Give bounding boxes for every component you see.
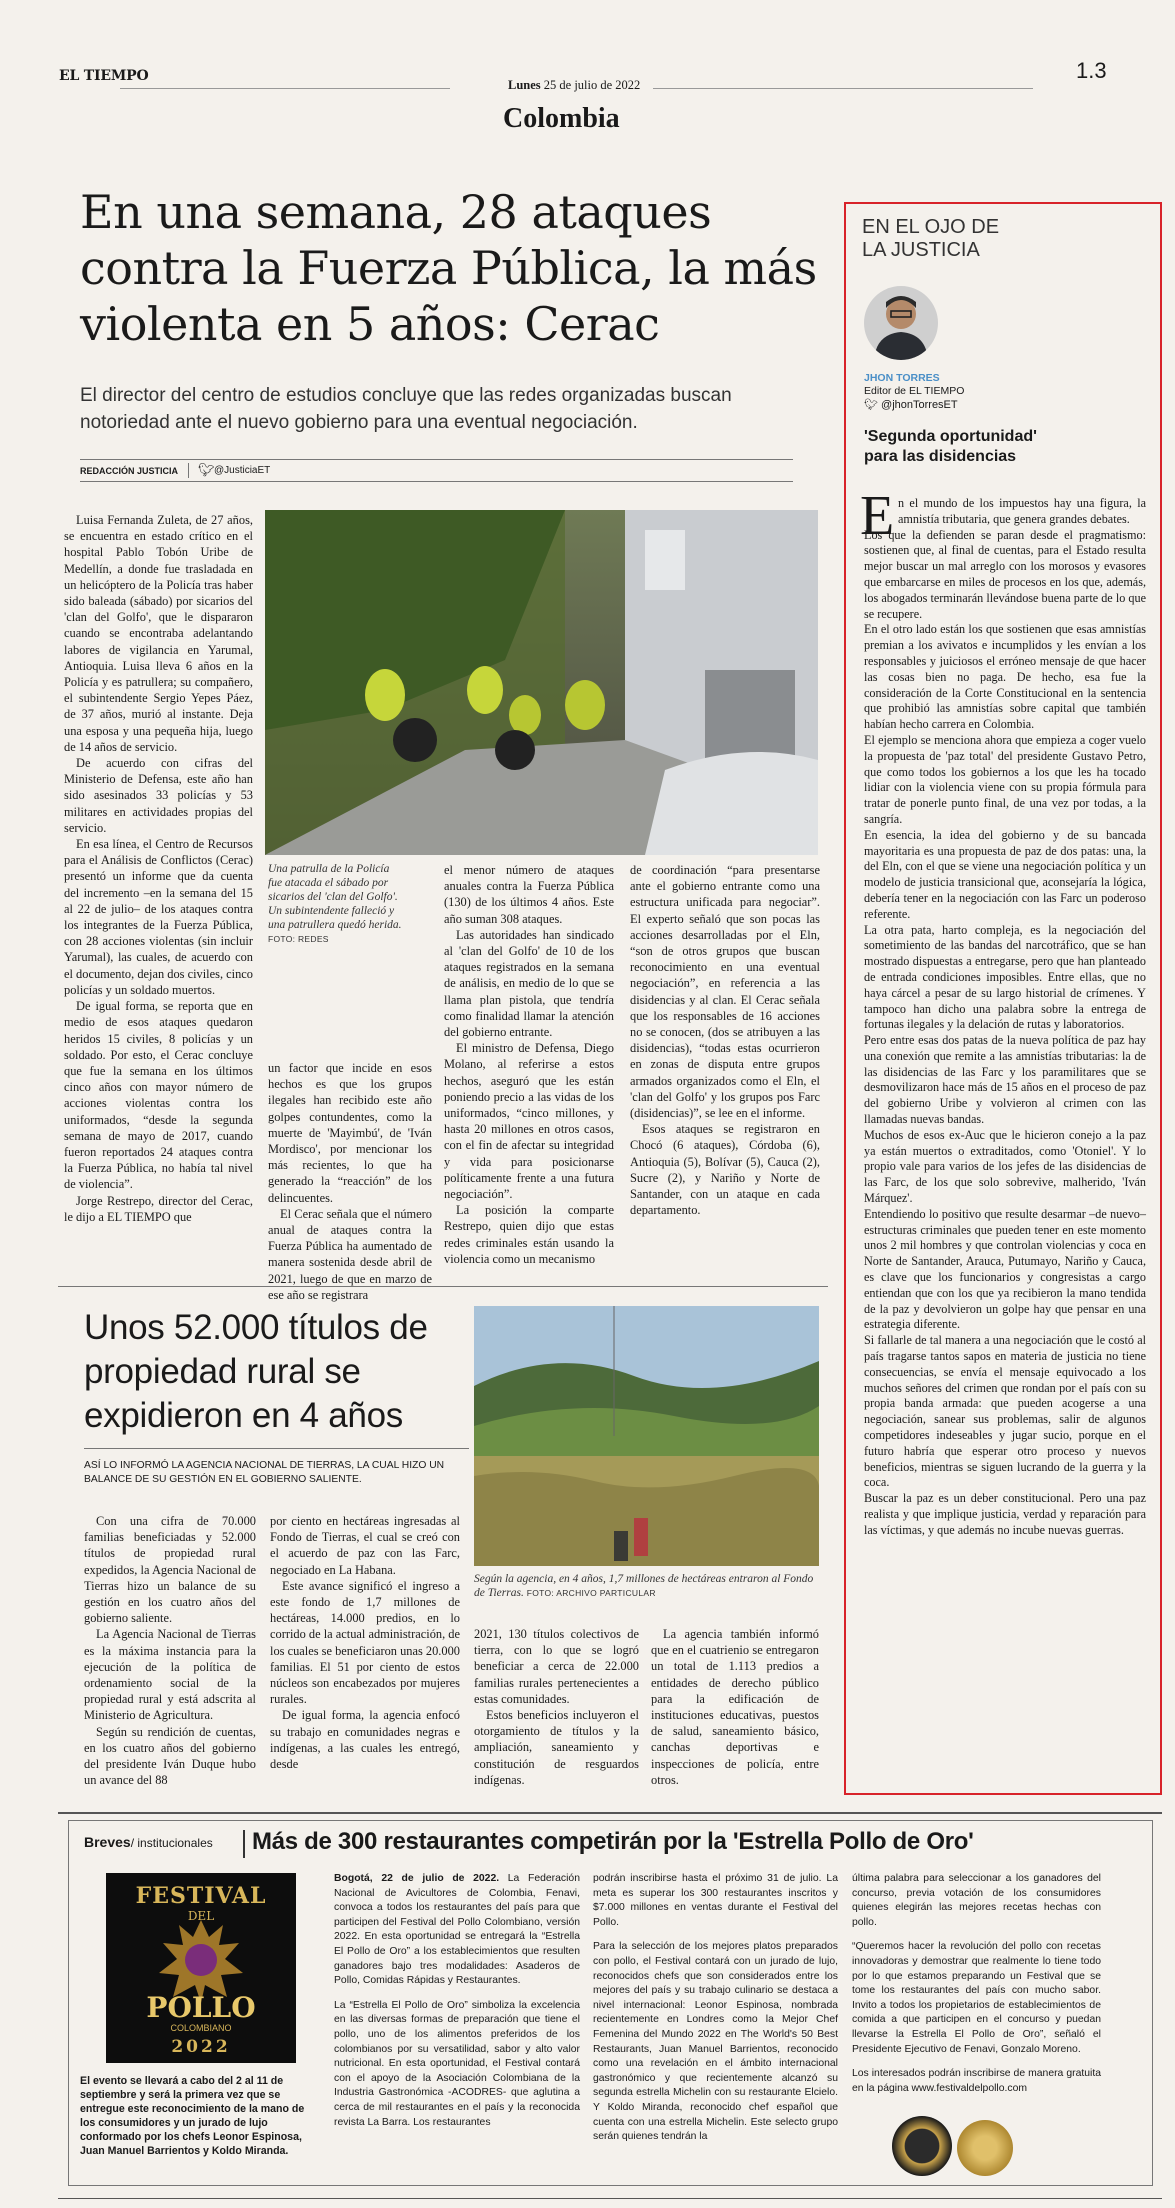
paragraph: 2021, 130 títulos colectivos de tierra, con lo que se logró beneficiar a cerca de 22.000 familias rurales pertenecientes a estas comunidades. [474, 1627, 639, 1706]
paragraph: De igual forma, se reporta que en medio de esos ataques quedaron heridos 15 civiles, 8 policías y un soldado. Por esto, el Cerac concluye que fue la semana en los últimos cinco años con mayor número de acciones violentas contra los uniformados, “desde la segunda semana de mayo de 2017, cuando fueron reportados 24 ataques contra la Fuerza Pública, no había tal nivel de violencia”. [64, 999, 253, 1192]
masthead-date: Lunes 25 de julio de 2022 [508, 78, 641, 92]
paragraph: El ministro de Defensa, Diego Molano, al referirse a estos hechos, aseguró que les están poniendo precio a las vidas de los uniformados, “cinco millones, y hasta 20 millones en otros casos, con el fin de afectar su integridad y vida para posicionarse políticamente frente a una futura negociación”. [444, 1041, 614, 1202]
article2-headline: Unos 52.000 títulos de propiedad rural se expidieron en 4 años [84, 1308, 428, 1435]
article1-col3 [444, 862, 614, 1267]
avatar [864, 286, 938, 360]
breves-dateline: Bogotá, 22 de julio de 2022. [334, 1873, 508, 1884]
sidebar-author: JHON TORRES [864, 372, 940, 384]
section-title: Colombia [503, 103, 620, 134]
festival-logo [106, 1873, 296, 2063]
paragraph: Estos beneficios incluyeron el otorgamiento de títulos y la ampliación, saneamiento y constitución de resguardos indígenas. [474, 1708, 639, 1787]
paragraph: Los interesados podrán inscribirse de manera gratuita en la página www.festivaldelpollo.com [852, 2068, 1101, 2094]
sidebar-title: 'Segunda oportunidad' para las disidencias [864, 428, 1037, 465]
paragraph: Con una cifra de 70.000 familias beneficiadas y 52.000 títulos de propiedad rural expedidos, la Agencia Nacional de Tierras hizo un balance de su gestión en los cuatro años del gobierno saliente. [84, 1514, 256, 1626]
twitter-icon: 🐦︎ [864, 399, 878, 411]
paragraph: Luisa Fernanda Zuleta, de 27 años, se encuentra en estado crítico en el hospital Pablo Tobón Uribe de Medellín, a donde fue trasladada en un helicóptero de la Policía tras haber sido baleada (sábado) por sicarios del 'clan del Golfo', que le dispararon cuando se encontraba adelantando labores de vigilancia en Yarumal, Antioquia. Luisa lleva 6 años en la Policía y es patrullera; su compañero, el subintendente Sergio Yepes Páez, de 37 años, murió al instante. Deja una esposa y una pequeña hija, luego de 14 años de servicio. [64, 513, 253, 754]
paragraph: por ciento en hectáreas ingresadas al Fondo de Tierras, el cual se creó con el acuerdo de paz con las Farc, negociado en La Habana. [270, 1514, 460, 1577]
paragraph: En esa línea, el Centro de Recursos para el Análisis de Conflictos (Cerac) presentó un informe que da cuenta del incremento –en la semana del 15 al 22 de julio– de los ataques contra los integrantes de la Fuerza Pública, con 28 acciones violentas (sin incluir Yarumal), las cuales, de acuerdo con el documento, dejan dos civiles, cinco policías y un soldado muertos. [64, 837, 253, 997]
masthead-logo: EL TIEMPO [59, 68, 149, 84]
article2-photo [474, 1306, 819, 1566]
paragraph: Jorge Restrepo, director del Cerac, le dijo a EL TIEMPO que [64, 1193, 253, 1224]
article2-col2 [270, 1513, 460, 1772]
paragraph: El ejemplo se menciona ahora que empieza a coger vuelo la propuesta de 'paz total' del presidente Gustavo Petro, que como todos los gobiernos a los que les ha tocado lidiar con la violencia viene con su propia fórmula para tratar de ponerle punto final, de una vez por todas, a la sangría. [864, 732, 1146, 826]
paragraph: n el mundo de los impuestos hay una figura, la amnistía tributaria, que genera grandes debates. [898, 496, 1146, 526]
sidebar-body [864, 496, 1146, 1539]
paragraph: última palabra para seleccionar a los ganadores del concurso, previa votación de los consumidores quienes elegirán las mejores recetas hechas con pollo. [852, 1873, 1101, 1928]
paragraph: “Queremos hacer la revolución del pollo con recetas innovadoras y demostrar que realmente lo tiene todo por lo que estamos preparando un Festival que se tome los restaurantes del país con mucho sabor. Invito a todos los propietarios de establecimientos de comida a que participen en el concurso y puedan llevarse la Estrella El Pollo de Oro”, señaló el Presidente Ejecutivo de Fenavi, Gonzalo Moreno. [852, 1941, 1101, 2055]
article1-col2 [268, 1060, 432, 1303]
paragraph: Entendiendo lo positivo que resulte desarmar –de nuevo– estructuras criminales que pueden tener en este momento unos 2 mil hombres y que controlan violencias y coca en Norte de Santander, Arauca, Putumayo, Nariño y Cauca, es clave que los funcionarios y congresistas a cargo entiendan que con los que ya recibieron la mano tendida de la paz y devolvieron un golpe hay que pensar en una estrategia diferente. [864, 1206, 1146, 1332]
paragraph: Si fallarle de tal manera a una negociación que le costó al país tragarse tantos sapos en materia de justicia no tiene consecuencias, se envía el mensaje equivocado a los muchos señores del crimen que rondan por el país con su propia banda armada: que pueden acogerse a una negociación, sanear sus problemas, salir de algunos competidores indeseables y jugar sucio, porque en el futuro habría que esperar otro proceso y nuevos beneficios, mientras se siguen lucrando de la guerra y la coca. [864, 1333, 1146, 1490]
paragraph: La Agencia Nacional de Tierras es la máxima instancia para la ejecución de la política de ordenamiento social de la propiedad rural y está adscrita al Ministerio de Agricultura. [84, 1627, 256, 1723]
breves-col3 [852, 1872, 1101, 2106]
article1-headline: En una semana, 28 ataques contra la Fuerza Pública, la más violenta en 5 años: Cerac [80, 185, 817, 351]
paragraph: El Cerac señala que el número anual de ataques contra la Fuerza Pública ha aumentado de manera sostenida desde abril de 2021, luego de que en marzo de ese año se registrara [268, 1206, 432, 1302]
coin-icon [957, 2120, 1013, 2176]
article1-photo [265, 510, 818, 855]
sidebar-dropcap: E [860, 485, 895, 547]
breves-label: Breves/ institucionales [84, 1834, 213, 1850]
twitter-icon: 🐦︎ [198, 462, 215, 477]
article2-photo-caption: Según la agencia, en 4 años, 1,7 millones de hectáreas entraron al Fondo de Tierras. FOTO: ARCHIVO PARTICULAR [474, 1573, 814, 1599]
breves-col1: Bogotá, 22 de julio de 2022. La Federación Nacional de Avicultores de Colombia, Fenavi, convoca a todos los restaurantes del país para que participen del Festival del Pollo Colombiano, versión 2022. En esta oportunidad se entregará la “Estrella El Pollo de Oro” a los establecimientos que resulten ganadores bajo tres modalidades: Asaderos de Pollo, Comidas Rápidas y Restaurantes. La “Estrella El Pollo de Oro” simboliza la excelencia en las diversas formas de preparación que tiene el pollo, uno de los alimentos preferidos de los colombianos por su versatilidad, sabor y alto valor nutricional. En esta oportunidad, el Festival contará con el apoyo de la Asociación Colombiana de la Industria Gastronómica -ACODRES- que aglutina a cerca de mil restaurantes en el país y la reconocida revista La Barra. Los restaurantes [334, 1873, 580, 2128]
paragraph: La posición la comparte Restrepo, quien dijo que estas redes criminales están usando la violencia como un mecanismo [444, 1203, 614, 1266]
article1-deck: El director del centro de estudios concluye que las redes organizadas buscan notoriedad ante el nuevo gobierno para una eventual negociación. [80, 385, 732, 433]
paragraph: podrán inscribirse hasta el próximo 31 de julio. La meta es superar los 300 restaurantes inscritos y $7.000 millones en ventas durante el Festival del Pollo. [593, 1873, 838, 1928]
article1-col1 [64, 512, 253, 1272]
logo-text-colombiano: COLOMBIANO [170, 2023, 232, 2033]
sidebar-role: Editor de EL TIEMPO [864, 385, 965, 397]
paragraph: Las autoridades han sindicado al 'clan del Golfo' de 10 de los ataques registrados en la semana de análisis, en medio de lo que se llama plan pistola, que tendría como finalidad llamar la atención del gobierno entrante. [444, 927, 614, 1040]
paragraph: En esencia, la idea del gobierno y de su bancada mayoritaria es una propuesta de paz de dos patas: una, la del Eln, con el que se viene una negociación política y un modelo de justicia transicional que, aconsejaría la lógica, debería tener en la negociación con las Farc un poderoso referente. [864, 827, 1146, 921]
breves-headline: Más de 300 restaurantes competirán por la 'Estrella Pollo de Oro' [252, 1828, 974, 1855]
byline-twitter: @JusticiaET [214, 465, 271, 476]
sidebar-kicker: EN EL OJO DE LA JUSTICIA [862, 216, 1000, 261]
paragraph: Esos ataques se registraron en Chocó (6 ataques), Córdoba (6), Antioquia (5), Bolívar (5), Cauca (2), Sucre (2), y Nariño y Norte de Santander, con un ataque en cada departamento. [630, 1122, 820, 1218]
paragraph: Este avance significó el ingreso a este fondo de 1,7 millones de hectáreas, 14.000 predios, en lo corrido de la actual administración, de los cuales se beneficiaron unas 20.000 familias. El 51 por ciento de estos núcleos son encabezados por mujeres rurales. [270, 1578, 460, 1707]
article1-byline [80, 459, 793, 481]
paragraph: Los que la defienden se paran desde el pragmatismo: sostienen que, al final de cuentas, para el Estado resulta mejor buscar un mal arreglo con los morosos y evasores que embarcarse en miles de procesos en los que, además, los abogados terminarán llevándose buena parte de lo que se recupere. [864, 527, 1146, 621]
page-number: 1.3 [1076, 58, 1107, 83]
article1-col4 [630, 862, 820, 1218]
paragraph: En el otro lado están los que sostienen que esas amnistías premian a los avivatos e incumplidos y les envían a los responsables y juiciosos el erróneo mensaje de que hacer las cosas bien no paga. De hecho, esa fue la consideración de la Corte Constitucional en la sentencia que prohibió las amnistías sobre capital que también habían hecho carrera en Colombia. [864, 622, 1146, 732]
paragraph: Muchos de esos ex-Auc que le hicieron conejo a la paz ya están muertos o extraditados, como 'Otoniel'. Y lo propio vale para varios de los jefes de las disidencias de las Farc, de los que solo sobrevive, malherido, 'Iván Márquez'. [864, 1127, 1146, 1206]
paragraph: La otra pata, harto compleja, es la negociación del sometimiento de las bandas del narcotráfico, que se han mostrado dispuestas a entregarse, pero que han planteado de entrada condiciones imposibles. Entre ellas, que no haya cárcel a pesar de su largo historial de crímenes. Y tampoco han dicho una palabra sobre la entrega de fortunas ilegales y la delación de rutas y laboratorios. [864, 922, 1146, 1032]
article2-col1 [84, 1513, 256, 1788]
paragraph: Buscar la paz es un deber constitucional. Pero una paz realista y que implique justicia, verdad y reparación para las víctimas, y que además no incube nuevas guerras. [864, 1491, 1146, 1537]
article1-photo-caption: Una patrulla de la Policía fue atacada el sábado por sicarios del 'clan del Golfo'. Un subintendente falleció y una patrullera quedó herida. FOTO: REDES [268, 863, 402, 944]
festival-logo-caption: El evento se llevará a cabo del 2 al 11 de septiembre y será la primera vez que se entregue este reconocimiento de la mano de los consumidores y un jurado de lujo conformado por los chefs Leonor Espinosa, Juan Manuel Barrientos y Koldo Miranda. [80, 2075, 305, 2157]
breves-col2 [593, 1872, 838, 2155]
byline-text: REDACCIÓN JUSTICIA [80, 466, 179, 476]
article2-col4 [651, 1626, 819, 1788]
seal-icon [892, 2116, 952, 2176]
paragraph: el menor número de ataques anuales contra la Fuerza Pública (130) de los últimos 4 años. Este año suman 308 ataques. [444, 863, 614, 926]
paragraph: Según su rendición de cuentas, en los cuatro años del gobierno del presidente Iván Duque hubo un avance del 88 [84, 1724, 256, 1788]
paragraph: De igual forma, la agencia enfocó su trabajo en comunidades negras e indígenas, a las cuales les entregó, desde [270, 1708, 460, 1772]
paragraph: Pero entre esas dos patas de la nueva política de paz hay una conexión que remite a las amnistías tributarias: la de las disidencias de las Farc y los paramilitares que se desmovilizaron hace más de 15 años en el proceso de paz del gobierno Uribe y volvieron al crimen con las llamadas nuevas bandas. [864, 1033, 1146, 1127]
logo-text-del: DEL [187, 1909, 215, 1923]
article2-deck: ASÍ LO INFORMÓ LA AGENCIA NACIONAL DE TIERRAS, LA CUAL HIZO UN BALANCE DE SU GESTIÓN EN EL GOBIERNO SALIENTE. [84, 1460, 445, 1485]
paragraph: de coordinación “para presentarse ante el gobierno entrante como una estructura unificada para negociar”. El experto señaló que son pocas las acciones desarrolladas por el Eln, “son de otros grupos que buscan reconocimiento en una eventual negociación”, en referencia a las disidencias y al clan. El Cerac señala que los responsables de 16 acciones no se conocen, (dos se atribuyen a las disidencias), “todas estas ocurrieron en zonas de disputa entre grupos armados organizados como el Eln, el 'clan del Golfo' y los grupos pos Farc (disidencias)”, se lee en el informe. [630, 863, 820, 1121]
paragraph: La agencia también informó que en el cuatrienio se entregaron un total de 1.113 predios a entidades de derecho público para la edificación de instituciones educativas, puestos de salud, saneamiento básico, canchas deportivas e inspecciones de policía, entre otros. [651, 1627, 819, 1787]
logo-text-festival: FESTIVAL [135, 1883, 267, 1909]
sidebar-twitter: 🐦︎ @jhonTorresET [864, 399, 958, 411]
paragraph: Para la selección de los mejores platos preparados con pollo, el Festival contará con un jurado de lujo, reconocidos chefs que son considerados entre los mejores del país y su trabajo culinario se destaca a nivel internacional: Leonor Espinosa, nombrada recientemente en Londres como la Mejor Chef Femenina del Mundo 2022 en The World's 50 Best Restaurants, Juan Manuel Barrientos, reconocido como una revelación en el ámbito internacional gastronómico y que recientemente alcanzó su segunda estrella Michelin con su restaurante Elcielo. Y Koldo Miranda, reconocido chef español que cuenta con una estrella Michelin. Este selecto grupo serán quienes tendrán la [593, 1941, 838, 2143]
logo-text-pollo: POLLO [146, 1991, 256, 2024]
article2-col3 [474, 1626, 639, 1788]
logo-text-year: 2022 [171, 2037, 231, 2057]
paragraph: De acuerdo con cifras del Ministerio de Defensa, este año han sido asesinados 33 policías y 53 militares en actividades propias del servicio. [64, 756, 253, 835]
paragraph: un factor que incide en esos hechos es que los grupos ilegales han recibido este año golpes contundentes, como la muerte de 'Mayimbú', de 'Iván Mordisco', por mencionar los más recientes, lo que ha generado la “reacción” de los delincuentes. [268, 1061, 432, 1205]
